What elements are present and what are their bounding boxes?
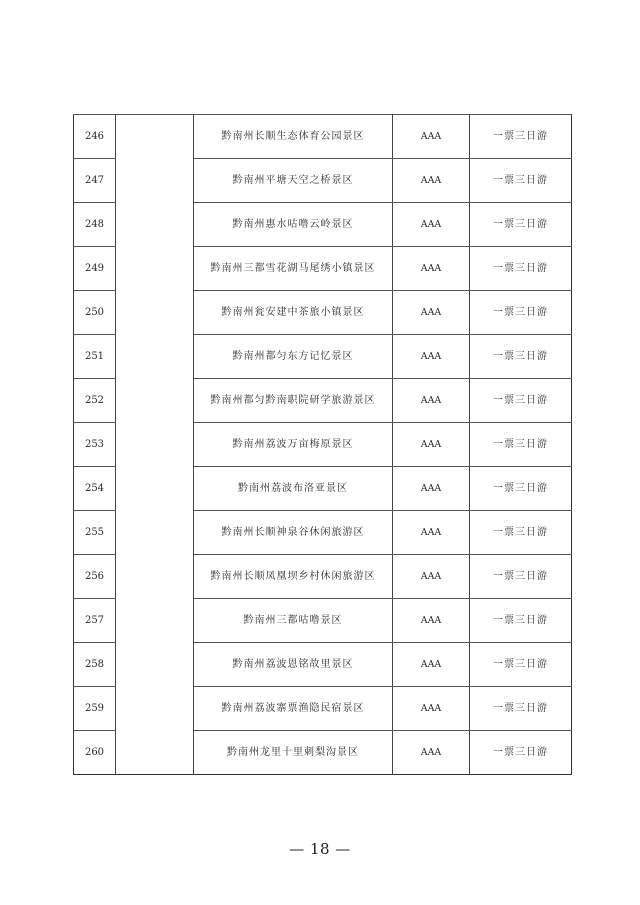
table-row — [74, 599, 572, 643]
scenic-spot-name-cell: 黔南州龙里十里刺梨沟景区 — [194, 731, 393, 775]
scenic-spot-name-cell: 黔南州平塘天空之桥景区 — [194, 159, 393, 203]
page-number: — 18 — — [289, 840, 351, 858]
table-row — [74, 159, 572, 203]
table-row — [74, 203, 572, 247]
grade-cell: AAA — [393, 335, 470, 379]
row-number-cell: 246 — [74, 115, 116, 159]
row-number-cell: 250 — [74, 291, 116, 335]
ticket-policy-cell: 一票三日游 — [470, 247, 572, 291]
scenic-spot-name-cell: 黔南州荔波恩铭故里景区 — [194, 643, 393, 687]
ticket-policy-cell: 一票三日游 — [470, 115, 572, 159]
ticket-policy-cell: 一票三日游 — [470, 203, 572, 247]
scenic-spot-name-cell: 黔南州荔波寨票渔隐民宿景区 — [194, 687, 393, 731]
empty-cell — [116, 423, 194, 467]
ticket-policy-cell: 一票三日游 — [470, 379, 572, 423]
scenic-spot-name-cell: 黔南州三都咕噜景区 — [194, 599, 393, 643]
scenic-spot-name-cell: 黔南州惠水咕噜云岭景区 — [194, 203, 393, 247]
grade-cell: AAA — [393, 247, 470, 291]
row-number-cell: 259 — [74, 687, 116, 731]
row-number-cell: 256 — [74, 555, 116, 599]
grade-cell: AAA — [393, 555, 470, 599]
table-row — [74, 467, 572, 511]
ticket-policy-cell: 一票三日游 — [470, 511, 572, 555]
ticket-policy-cell: 一票三日游 — [470, 599, 572, 643]
grade-cell: AAA — [393, 511, 470, 555]
grade-cell: AAA — [393, 687, 470, 731]
row-number-cell: 251 — [74, 335, 116, 379]
ticket-policy-cell: 一票三日游 — [470, 555, 572, 599]
row-number-cell: 255 — [74, 511, 116, 555]
empty-cell — [116, 643, 194, 687]
empty-cell — [116, 555, 194, 599]
ticket-policy-cell: 一票三日游 — [470, 467, 572, 511]
empty-cell — [116, 379, 194, 423]
table-row — [74, 643, 572, 687]
ticket-policy-cell: 一票三日游 — [470, 291, 572, 335]
grade-cell: AAA — [393, 379, 470, 423]
row-number-cell: 253 — [74, 423, 116, 467]
scenic-spot-name-cell: 黔南州三都雪花湖马尾绣小镇景区 — [194, 247, 393, 291]
grade-cell: AAA — [393, 467, 470, 511]
grade-cell: AAA — [393, 599, 470, 643]
scenic-spot-name-cell: 黔南州荔波万亩梅原景区 — [194, 423, 393, 467]
row-number-cell: 257 — [74, 599, 116, 643]
scenic-spot-name-cell: 黔南州长顺神泉谷休闲旅游区 — [194, 511, 393, 555]
table-row — [74, 379, 572, 423]
empty-cell — [116, 511, 194, 555]
table-row — [74, 555, 572, 599]
table-body — [74, 115, 572, 775]
grade-cell: AAA — [393, 115, 470, 159]
row-number-cell: 252 — [74, 379, 116, 423]
table-row — [74, 511, 572, 555]
table-row — [74, 115, 572, 159]
empty-cell — [116, 599, 194, 643]
scenic-spot-name-cell: 黔南州瓮安建中茶旅小镇景区 — [194, 291, 393, 335]
ticket-policy-cell: 一票三日游 — [470, 687, 572, 731]
scenic-spot-name-cell: 黔南州荔波布洛亚景区 — [194, 467, 393, 511]
empty-cell — [116, 115, 194, 159]
row-number-cell: 247 — [74, 159, 116, 203]
grade-cell: AAA — [393, 159, 470, 203]
empty-cell — [116, 247, 194, 291]
empty-cell — [116, 203, 194, 247]
scenic-spot-name-cell: 黔南州都匀黔南职院研学旅游景区 — [194, 379, 393, 423]
row-number-cell: 248 — [74, 203, 116, 247]
grade-cell: AAA — [393, 291, 470, 335]
row-number-cell: 249 — [74, 247, 116, 291]
table-row — [74, 731, 572, 775]
empty-cell — [116, 335, 194, 379]
empty-cell — [116, 467, 194, 511]
table-row — [74, 291, 572, 335]
scenic-spot-name-cell: 黔南州长顺生态体育公园景区 — [194, 115, 393, 159]
ticket-policy-cell: 一票三日游 — [470, 423, 572, 467]
scenic-spot-name-cell: 黔南州都匀东方记忆景区 — [194, 335, 393, 379]
empty-cell — [116, 687, 194, 731]
row-number-cell: 258 — [74, 643, 116, 687]
grade-cell: AAA — [393, 423, 470, 467]
row-number-cell: 254 — [74, 467, 116, 511]
ticket-policy-cell: 一票三日游 — [470, 643, 572, 687]
grade-cell: AAA — [393, 203, 470, 247]
table-row — [74, 247, 572, 291]
empty-cell — [116, 731, 194, 775]
table-row — [74, 423, 572, 467]
scenic-spot-name-cell: 黔南州长顺凤凰坝乡村休闲旅游区 — [194, 555, 393, 599]
table-row — [74, 687, 572, 731]
row-number-cell: 260 — [74, 731, 116, 775]
table-row — [74, 335, 572, 379]
scenic-spot-table — [73, 114, 572, 775]
grade-cell: AAA — [393, 731, 470, 775]
grade-cell: AAA — [393, 643, 470, 687]
ticket-policy-cell: 一票三日游 — [493, 746, 548, 758]
ticket-policy-cell: 一票三日游 — [470, 335, 572, 379]
ticket-policy-cell: 一票三日游 — [470, 159, 572, 203]
empty-cell — [116, 291, 194, 335]
empty-cell — [116, 159, 194, 203]
